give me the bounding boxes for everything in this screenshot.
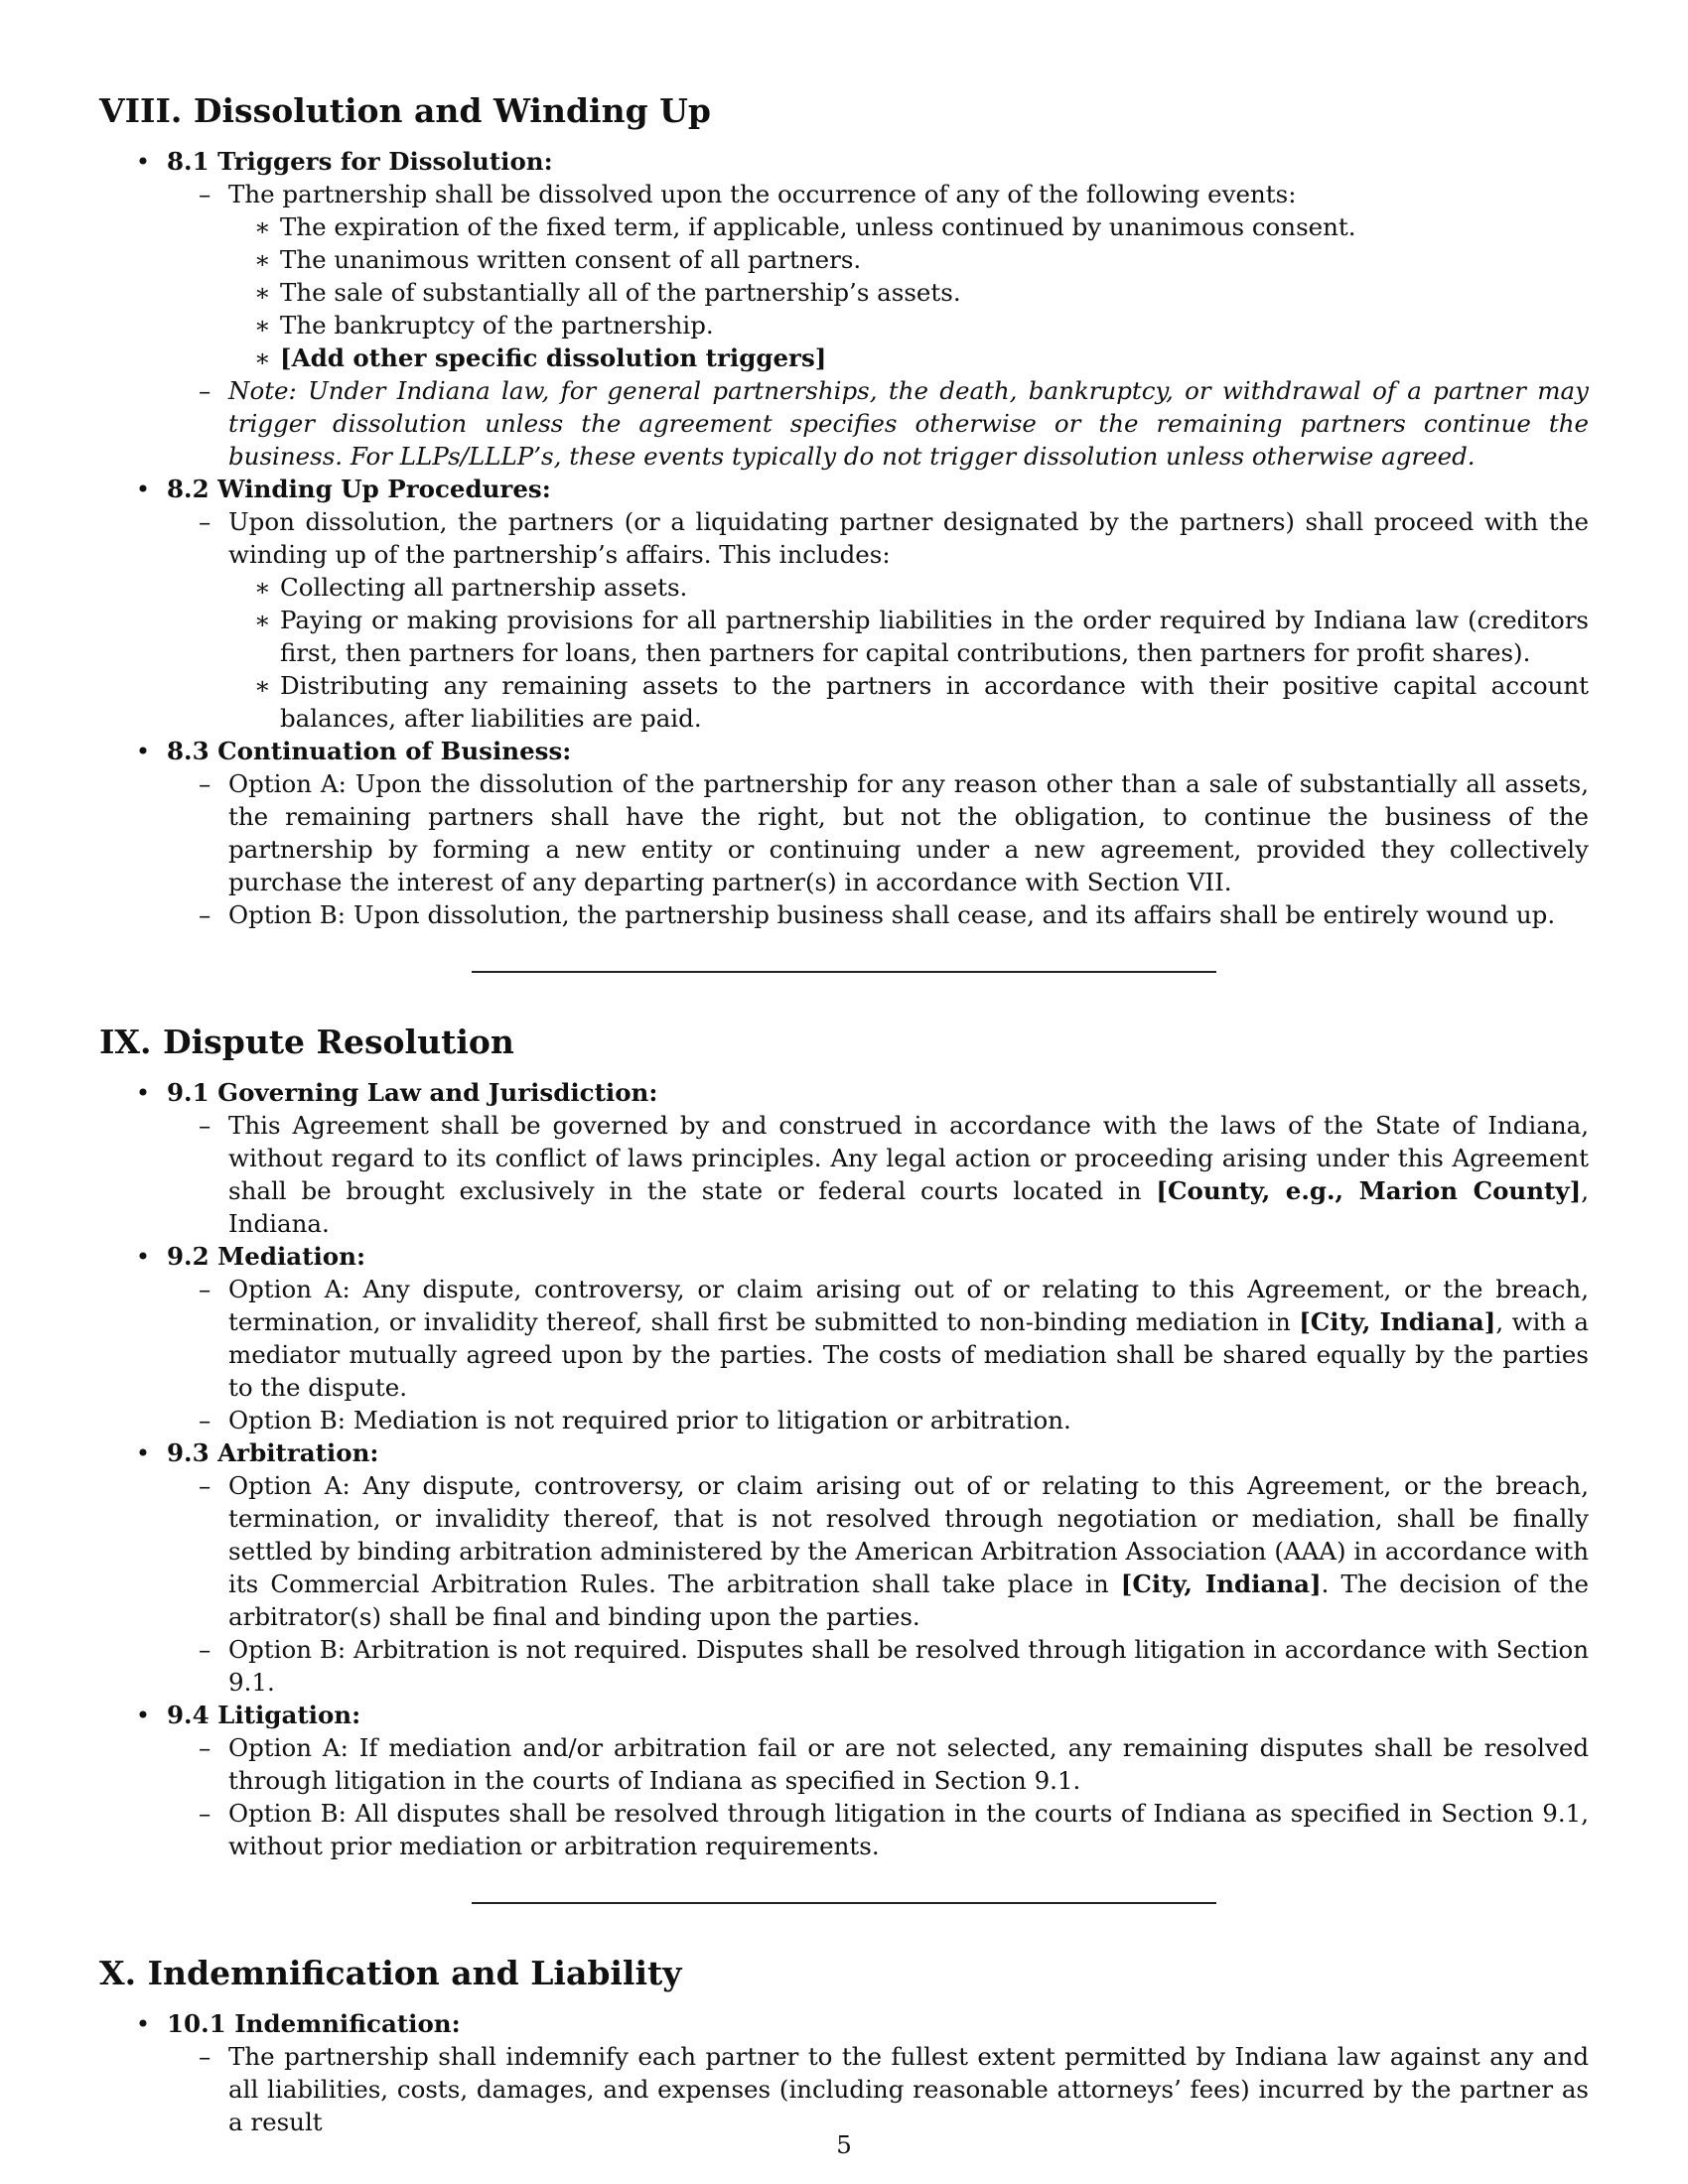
bullet-icon: • [135, 1242, 151, 1271]
clause-label: 8.2 Winding Up Procedures: [167, 475, 551, 503]
star-icon: ∗ [254, 278, 271, 307]
clause-text: Upon dissolution, the partners (or a liquidating partner designated by the partners) shall proceed with the winding up of the partnership’s affairs. This includes: [228, 507, 1589, 569]
star-icon: ∗ [254, 343, 271, 372]
star-icon: ∗ [254, 573, 271, 602]
section-ix-list [99, 1076, 1589, 1862]
section-heading-viii: VIII. Dissolution and Winding Up [99, 91, 711, 130]
procedure-text: Collecting all partnership assets. [280, 573, 688, 602]
note-text: Note: Under Indiana law, for general partnerships, the death, bankruptcy, or withdrawal of a partner may trigger dissolution unless the agreement specifies otherwise or the remaining partners continue the business. For LLPs/LLLP’s, these events typically do not trigger dissolution unless otherwise agreed. [228, 376, 1589, 471]
option-text: Option B: Upon dissolution, the partnership business shall cease, and its affairs shall be entirely wound up. [228, 900, 1556, 929]
clause-label: 9.4 Litigation: [167, 1701, 361, 1729]
option-text: Option B: Arbitration is not required. Disputes shall be resolved through litigation in accordance with Section 9.1. [228, 1635, 1589, 1697]
clause-label: 8.3 Continuation of Business: [167, 737, 572, 765]
clause-8-2-sublist [167, 505, 1589, 735]
option-a [167, 1469, 1589, 1633]
dash-icon: – [199, 769, 211, 798]
option-text-end: , with a mediator mutually agreed upon by the parties. The costs of mediation shall be shared equally by the parties to the dispute. [228, 1307, 1590, 1402]
clause-10-1-sublist [167, 2040, 1589, 2138]
clause-9-2 [99, 1240, 1589, 1436]
star-icon: ∗ [254, 212, 271, 241]
dash-icon: – [199, 1799, 211, 1828]
clause-9-3-sublist [167, 1469, 1589, 1699]
list-item [228, 571, 1589, 604]
dash-icon: – [199, 1406, 211, 1434]
list-item [228, 341, 1589, 374]
dash-icon: – [199, 1111, 211, 1140]
list-item [167, 505, 1589, 735]
clause-text-end: , Indiana. [228, 1176, 1589, 1238]
trigger-text: The unanimous written consent of all partners. [280, 245, 862, 274]
option-a [167, 1731, 1589, 1797]
trigger-text: The bankruptcy of the partnership. [280, 311, 714, 340]
clause-8-3 [99, 735, 1589, 931]
star-icon: ∗ [254, 671, 271, 700]
clause-text: This Agreement shall be governed by and construed in accordance with the laws of the State of Indiana, without regard to its conflict of laws principles. Any legal action or proceeding arising under this Agreement shall be brought exclusively in the state or federal courts located in [228, 1111, 1589, 1205]
list-item [167, 1109, 1589, 1240]
dash-icon: – [199, 376, 211, 405]
list-item [228, 243, 1589, 276]
star-icon: ∗ [254, 606, 271, 634]
dash-icon: – [199, 900, 211, 929]
trigger-text: The sale of substantially all of the partnership’s assets. [280, 278, 961, 307]
clause-label: 9.2 Mediation: [167, 1242, 365, 1271]
section-heading-x: X. Indemnification and Liability [99, 1954, 682, 1992]
clause-label: 9.3 Arbitration: [167, 1438, 379, 1467]
placeholder-text: [Add other specific dissolution triggers] [280, 343, 827, 372]
list-item [167, 178, 1589, 374]
bullet-icon: • [135, 737, 151, 765]
option-text: Option A: Any dispute, controversy, or claim arising out of or relating to this Agreement, or the breach, termination, or invalidity thereof, shall first be submitted to non-binding mediation in [228, 1275, 1589, 1336]
list-item [228, 604, 1589, 669]
option-b [167, 1797, 1589, 1862]
option-text: Option A: If mediation and/or arbitration fail or are not selected, any remaining disputes shall be resolved through litigation in the courts of Indiana as specified in Section 9.1. [228, 1733, 1589, 1795]
section-heading-ix: IX. Dispute Resolution [99, 1023, 514, 1061]
section-divider [472, 971, 1216, 973]
star-icon: ∗ [254, 245, 271, 274]
section-viii-list [99, 145, 1589, 931]
option-a [167, 767, 1589, 898]
dash-icon: – [199, 507, 211, 536]
bullet-icon: • [135, 1701, 151, 1729]
clause-8-1 [99, 145, 1589, 473]
list-item [228, 309, 1589, 341]
bullet-icon: • [135, 1078, 151, 1107]
bullet-icon: • [135, 147, 151, 176]
placeholder-text: [City, Indiana] [1120, 1570, 1322, 1598]
list-item [167, 2040, 1589, 2138]
dash-icon: – [199, 1471, 211, 1500]
placeholder-text: [County, e.g., Marion County] [1156, 1176, 1582, 1205]
clause-label: 9.1 Governing Law and Jurisdiction: [167, 1078, 658, 1107]
clause-9-1-sublist [167, 1109, 1589, 1240]
winding-up-list [228, 571, 1589, 735]
clause-label: 8.1 Triggers for Dissolution: [167, 147, 553, 176]
clause-text: The partnership shall indemnify each partner to the fullest extent permitted by Indiana law against any and all liabilities, costs, damages, and expenses (including reasonable attorneys’ fees) incurred by the partner as a result [228, 2042, 1589, 2136]
section-divider [472, 1902, 1216, 1904]
dash-icon: – [199, 180, 211, 208]
list-item [228, 669, 1589, 735]
page-content [99, 91, 1589, 2138]
star-icon: ∗ [254, 311, 271, 340]
clause-8-3-sublist [167, 767, 1589, 931]
section-x-list [99, 2007, 1589, 2138]
option-text: Option A: Any dispute, controversy, or claim arising out of or relating to this Agreement, or the breach, termination, or invalidity thereof, that is not resolved through negotiation or mediation, shall be finally settled by binding arbitration administered by the American Arbitration Association (AAA) in accordance with its Commercial Arbitration Rules. The arbitration shall take place in [228, 1471, 1589, 1598]
clause-9-4-sublist [167, 1731, 1589, 1862]
clause-label: 10.1 Indemnification: [167, 2009, 461, 2038]
list-item [228, 276, 1589, 309]
procedure-text: Distributing any remaining assets to the partners in accordance with their positive capital account balances, after liabilities are paid. [280, 671, 1589, 733]
option-b [167, 1633, 1589, 1699]
page-number: 5 [836, 2130, 852, 2159]
dash-icon: – [199, 1275, 211, 1303]
trigger-list [228, 210, 1589, 374]
list-item [228, 210, 1589, 243]
clause-8-1-sublist [167, 178, 1589, 473]
note-item [167, 374, 1589, 473]
option-text: Option A: Upon the dissolution of the partnership for any reason other than a sale of substantially all assets, the remaining partners shall have the right, but not the obligation, to continue the business of the partnership by forming a new entity or continuing under a new agreement, provided they collectively purchase the interest of any departing partner(s) in accordance with Section VII. [228, 769, 1589, 896]
procedure-text: Paying or making provisions for all partnership liabilities in the order required by Indiana law (creditors first, then partners for loans, then partners for capital contributions, then partners for profit shares). [280, 606, 1589, 667]
bullet-icon: • [135, 2009, 151, 2038]
clause-text: The partnership shall be dissolved upon the occurrence of any of the following events: [228, 180, 1297, 208]
option-b [167, 1404, 1589, 1436]
trigger-text: The expiration of the fixed term, if applicable, unless continued by unanimous consent. [280, 212, 1356, 241]
clause-9-2-sublist [167, 1273, 1589, 1436]
clause-9-3 [99, 1436, 1589, 1699]
clause-10-1 [99, 2007, 1589, 2138]
clause-8-2 [99, 473, 1589, 735]
bullet-icon: • [135, 1438, 151, 1467]
option-a [167, 1273, 1589, 1404]
dash-icon: – [199, 1733, 211, 1762]
clause-9-1 [99, 1076, 1589, 1240]
placeholder-text: [City, Indiana] [1299, 1307, 1496, 1336]
dash-icon: – [199, 2042, 211, 2071]
bullet-icon: • [135, 475, 151, 503]
option-b [167, 898, 1589, 931]
dash-icon: – [199, 1635, 211, 1664]
clause-9-4 [99, 1699, 1589, 1862]
option-text: Option B: Mediation is not required prior to litigation or arbitration. [228, 1406, 1071, 1434]
option-text-end: . The decision of the arbitrator(s) shall be final and binding upon the parties. [228, 1570, 1589, 1631]
option-text: Option B: All disputes shall be resolved through litigation in the courts of Indiana as specified in Section 9.1, without prior mediation or arbitration requirements. [228, 1799, 1589, 1860]
